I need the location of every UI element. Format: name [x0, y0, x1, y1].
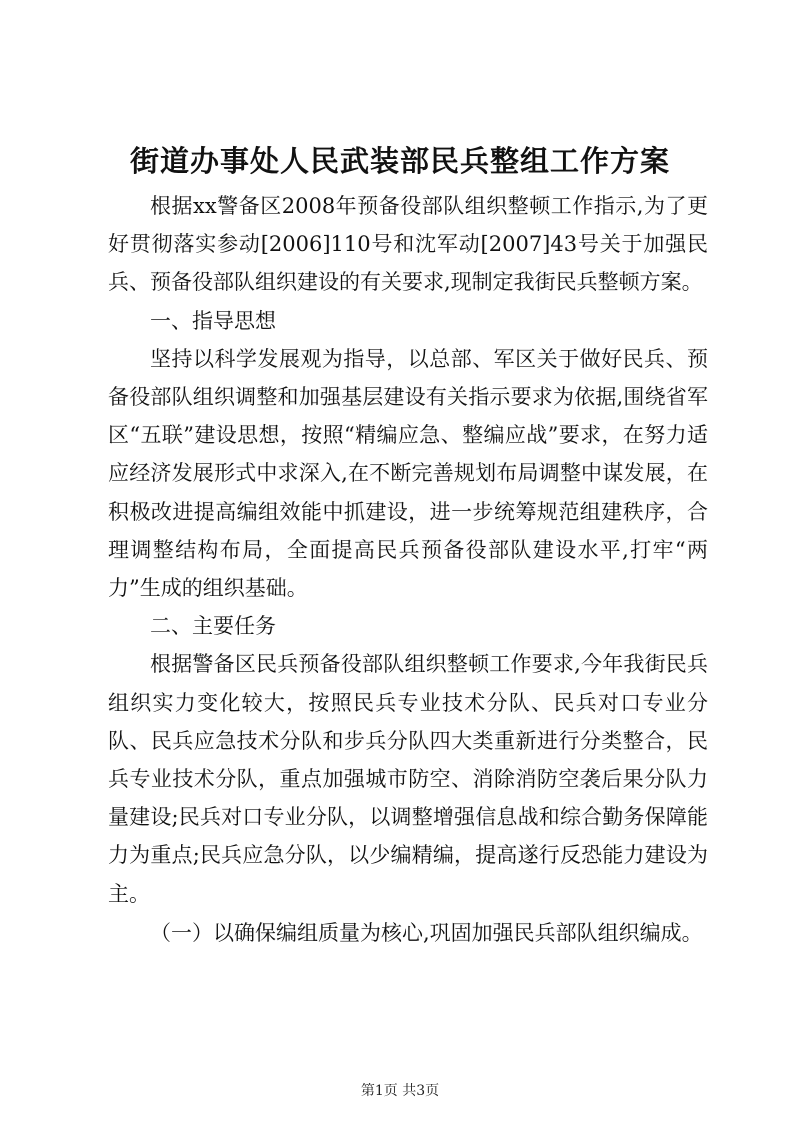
paragraph-main-tasks: 根据警备区民兵预备役部队组织整顿工作要求,今年我街民兵组织实力变化较大，按照民兵专业技术分队、民兵对口专业分队、民兵应急技术分队和步兵分队四大类重新进行分类整合，民兵专业技术分队，重点加强城市防空、消除消防空袭后果分队力量建设;民兵对口专业分队，以调整增强信息战和综合勤务保障能力为重点;民兵应急分队，以少编精编，提高遂行反恐能力建设为主。 [108, 652, 708, 906]
section-heading-guiding-thought: 一、指导思想 [150, 308, 276, 333]
page-title: 街道办事处人民武装部民兵整组工作方案 [129, 144, 670, 178]
section-heading-main-tasks: 二、主要任务 [150, 614, 276, 639]
paragraph-guiding-thought: 坚持以科学发展观为指导，以总部、军区关于做好民兵、预备役部队组织调整和加强基层建设有关指示要求为依据,围绕省军区“五联”建设思想，按照“精编应急、整编应战”要求，在努力适应经济发展形式中求深入,在不断完善规划布局调整中谋发展，在积极改进提高编组效能中抓建设，进一步统筹规范组建秩序，合理调整结构布局，全面提高民兵预备役部队建设水平,打牢“两力”生成的组织基础。 [108, 346, 708, 601]
page-number-footer: 第1页 共3页 [360, 1083, 440, 1099]
document-body [108, 187, 708, 952]
subsection-heading-1: （一）以确保编组质量为核心,巩固加强民兵部队组织编成。 [150, 920, 703, 945]
paragraph-intro: 根据xx警备区2008年预备役部队组织整顿工作指示,为了更好贯彻落实参动[2006]110号和沈军动[2007]43号关于加强民兵、预备役部队组织建设的有关要求,现制定我街民兵整顿方案。 [108, 194, 708, 295]
